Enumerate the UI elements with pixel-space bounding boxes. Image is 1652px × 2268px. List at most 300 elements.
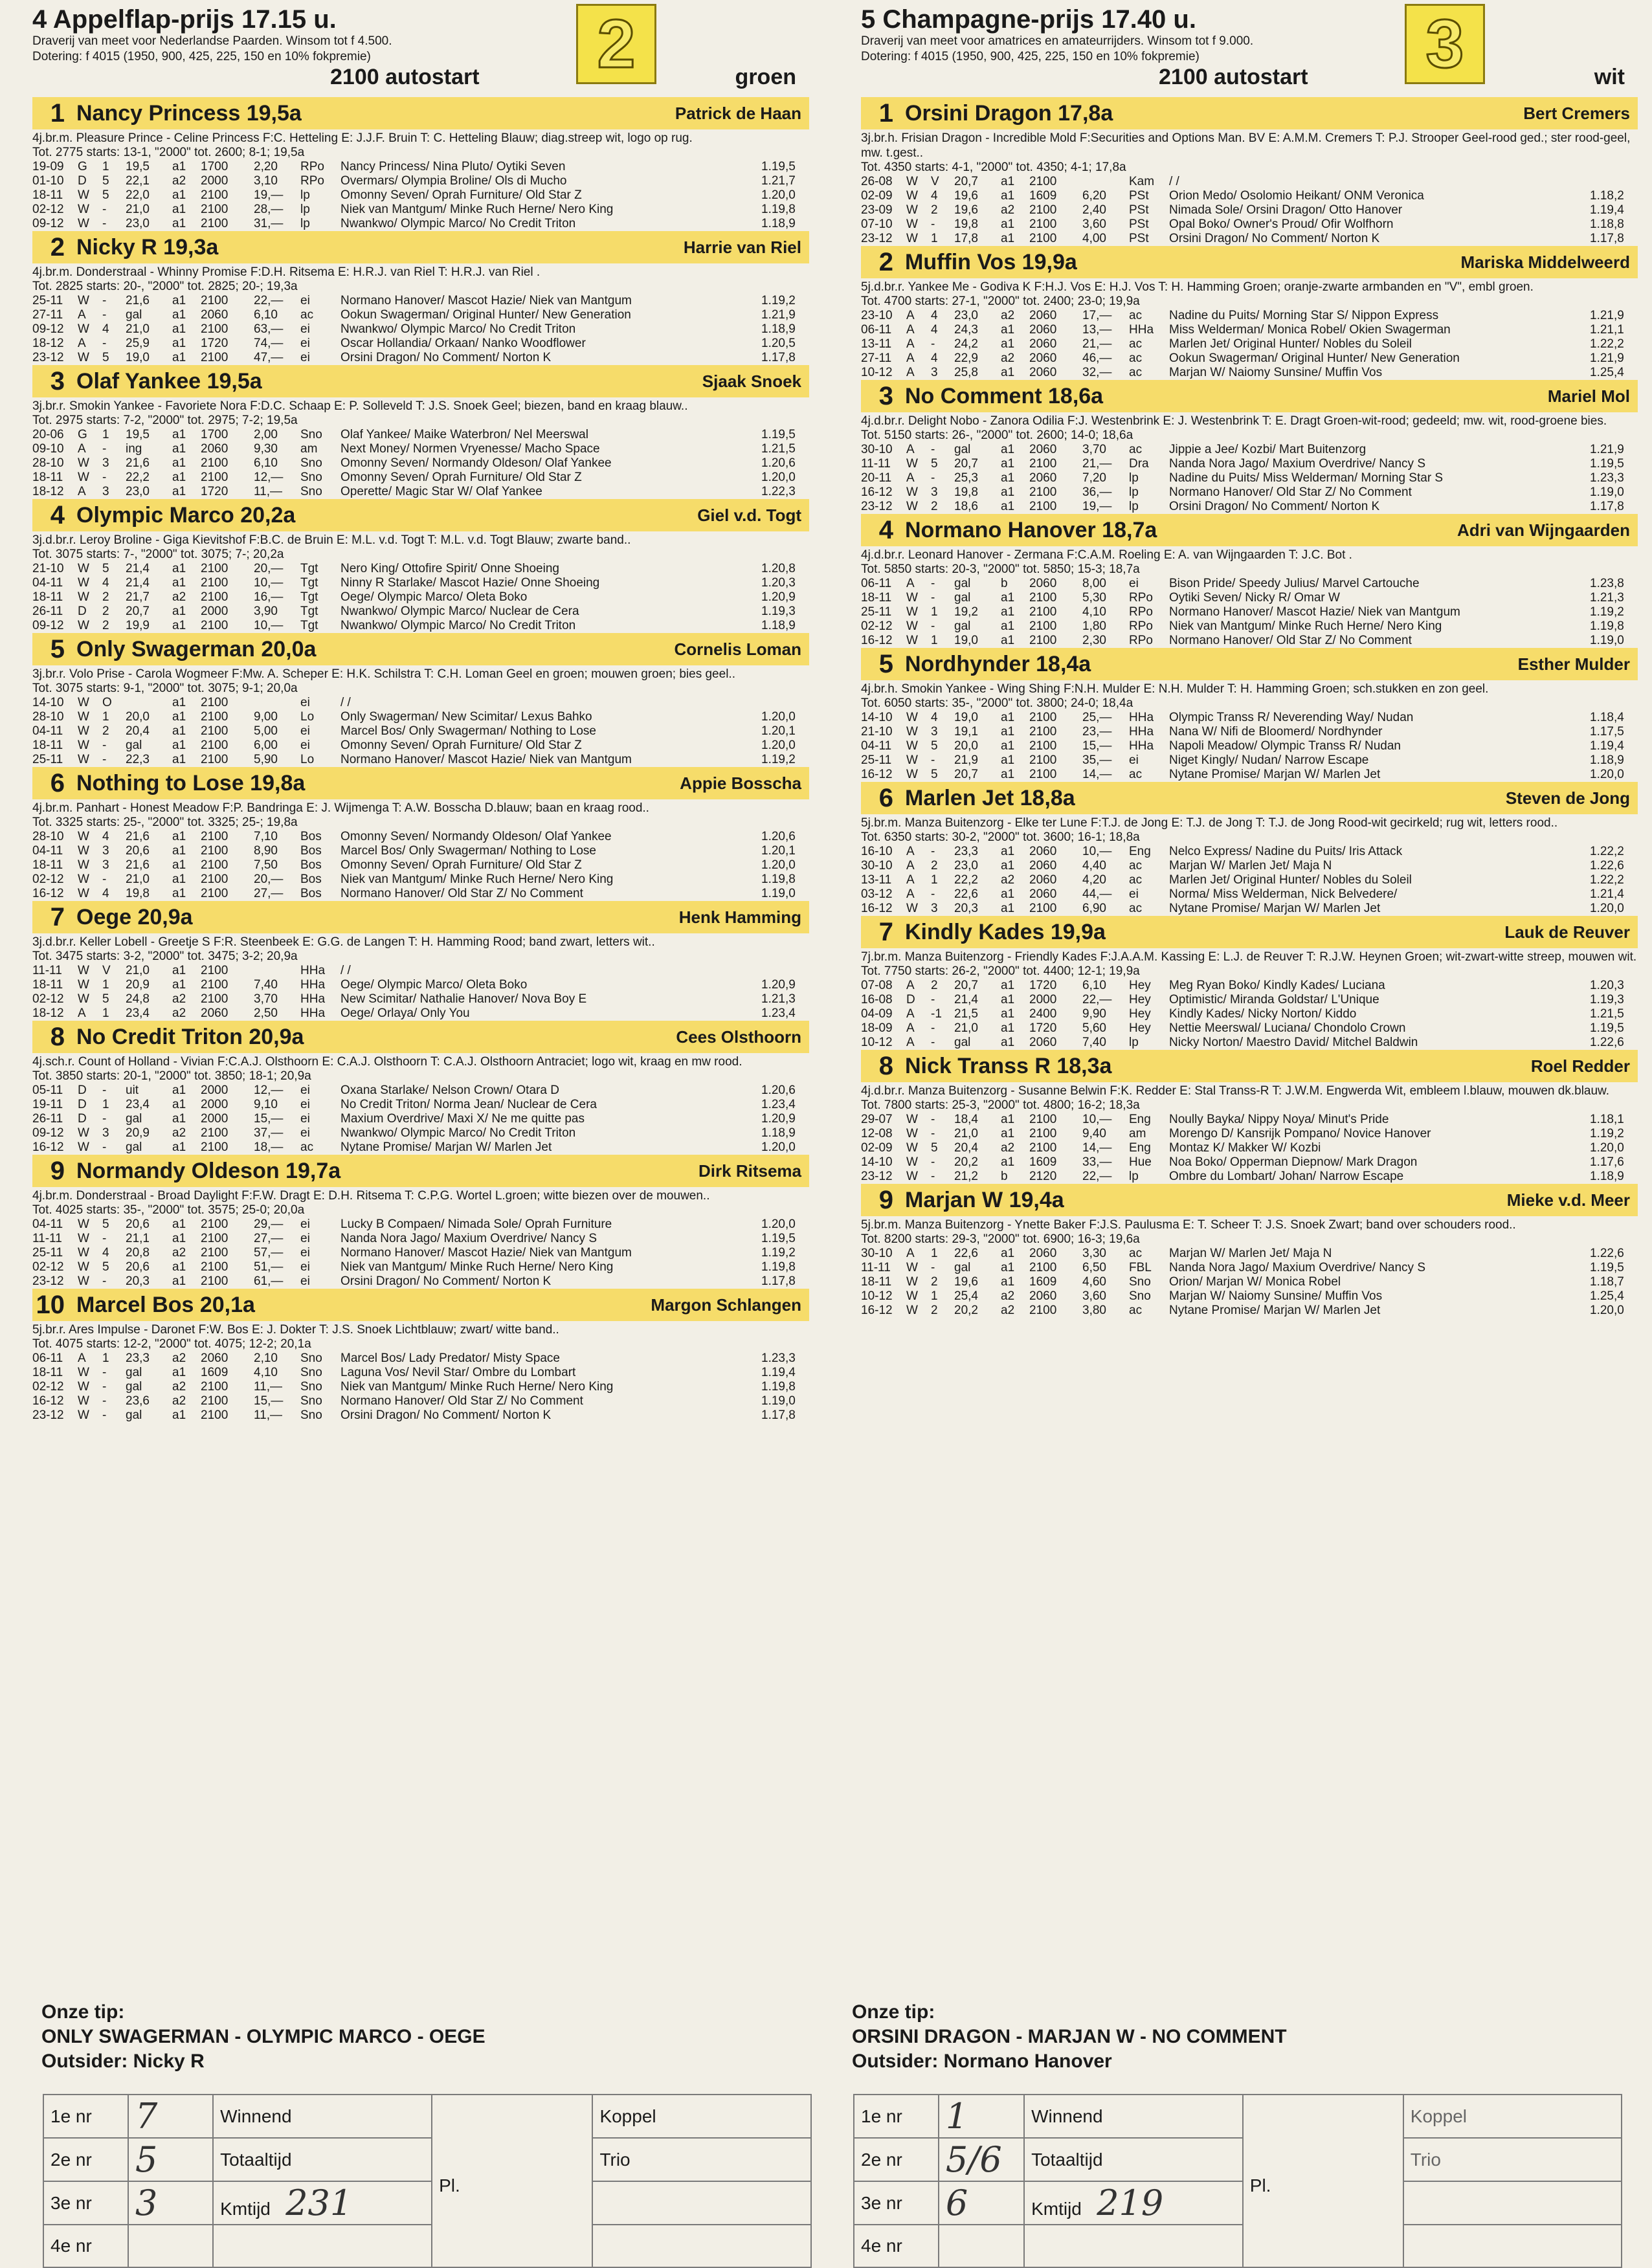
run-cell: W — [78, 351, 89, 364]
horse-pedigree: 4j.d.br.r. Manza Buitenzorg - Susanne Belwin F:K. Redder E: Stal Transs-R T: J.W.M. Engwerda Wit, embleem l.blauw, mouwen dk.blauw. — [861, 1084, 1609, 1098]
recent-runs-table — [861, 175, 1638, 246]
run-cell: Oege/ Olympic Marco/ Oleta Boko — [340, 590, 528, 604]
tip-text: ORSINI DRAGON - MARJAN W - NO COMMENT — [852, 2026, 1287, 2047]
run-cell: RPo — [300, 174, 324, 188]
run-cell: 18-11 — [861, 1275, 892, 1289]
run-cell: gal — [126, 308, 142, 322]
run-cell: ac — [1129, 1247, 1143, 1260]
run-cell: 22,9 — [954, 351, 978, 365]
run-cell: am — [1129, 1127, 1146, 1140]
run-cell: 2100 — [1029, 711, 1057, 724]
run-cell: 63,— — [254, 322, 284, 336]
run-cell: 1.19,3 — [761, 605, 796, 618]
horse-name: Olympic Marco 20,2a — [76, 502, 296, 528]
run-cell: a1 — [172, 696, 186, 709]
run-cell: 4 — [102, 322, 109, 336]
run-cell: a2 — [1001, 1289, 1015, 1303]
run-cell: 05-11 — [32, 1084, 63, 1097]
run-cell: a1 — [172, 724, 186, 738]
run-cell: 14,— — [1082, 768, 1112, 781]
pl-cell[interactable]: Pl. — [1243, 2095, 1403, 2267]
run-cell: 04-11 — [32, 576, 63, 590]
run-cell: 21,6 — [126, 858, 150, 872]
run-cell: Nadine du Puits/ Miss Welderman/ Morning Star S — [1169, 471, 1444, 485]
run-cell: a1 — [1001, 993, 1015, 1006]
run-cell: lp — [300, 203, 310, 216]
run-cell: 2,50 — [254, 1006, 278, 1020]
col-label: Totaaltijd — [1024, 2138, 1243, 2181]
run-cell: 16-12 — [861, 902, 893, 915]
run-cell: A — [906, 443, 915, 456]
empty-cell[interactable] — [1403, 2225, 1622, 2267]
run-cell: 3 — [931, 725, 938, 739]
tip-block — [852, 2000, 1287, 2074]
run-cell: uit — [126, 1084, 139, 1097]
run-cell: 2100 — [201, 992, 229, 1006]
run-cell: 33,— — [1082, 1155, 1112, 1169]
run-cell: 2 — [931, 859, 938, 873]
run-cell: - — [931, 845, 935, 858]
run-cell: 4,10 — [1082, 605, 1106, 619]
run-cell: 2 — [102, 605, 109, 618]
run-cell: 18,6 — [954, 500, 978, 513]
run-cell: 13-11 — [861, 873, 892, 887]
run-cell: - — [102, 1274, 107, 1288]
run-cell: a1 — [172, 1098, 186, 1111]
handwritten-entry[interactable]: 5 — [128, 2138, 213, 2181]
run-cell: 1.19,5 — [761, 160, 796, 173]
run-cell: 1.17,8 — [1590, 232, 1624, 245]
run-cell: 1.20,8 — [761, 562, 796, 575]
run-cell: Sno — [300, 485, 322, 498]
run-cell: W — [78, 1217, 89, 1231]
run-cell: 16-12 — [861, 768, 893, 781]
run-cell: 2 — [102, 590, 109, 604]
run-cell: 1.19,8 — [761, 203, 796, 216]
driver-name: Margon Schlangen — [651, 1295, 801, 1315]
horse-totals: Tot. 5150 starts: 26-, "2000" tot. 2600; 14-0; 18,6a — [861, 428, 1133, 442]
run-cell: 30-10 — [861, 1247, 893, 1260]
run-cell: W — [78, 830, 89, 843]
run-cell: gal — [126, 1408, 142, 1422]
run-cell: - — [102, 1380, 107, 1394]
run-cell: 20,7 — [954, 979, 978, 992]
run-cell: 04-11 — [32, 724, 63, 738]
table-row — [32, 1260, 809, 1274]
run-cell: 5 — [102, 562, 109, 575]
driver-name: Patrick de Haan — [675, 103, 801, 123]
run-cell: 5 — [102, 351, 109, 364]
run-cell: Sno — [1129, 1289, 1151, 1303]
run-cell: 18-12 — [32, 485, 64, 498]
run-cell: a1 — [1001, 443, 1015, 456]
run-cell: Nimada Sole/ Orsini Dragon/ Otto Hanover — [1169, 203, 1403, 217]
run-cell: 10,— — [1082, 845, 1112, 858]
run-cell: ac — [1129, 873, 1143, 887]
empty-cell[interactable] — [1024, 2225, 1243, 2267]
run-cell: 27-11 — [861, 351, 892, 365]
run-cell: Sno — [300, 428, 322, 441]
table-row — [32, 1380, 809, 1394]
run-cell: - — [102, 1112, 107, 1126]
run-cell: D — [78, 1098, 87, 1111]
run-cell: 19,— — [254, 188, 284, 202]
result-grid — [43, 2094, 812, 2268]
run-cell: - — [102, 308, 107, 322]
run-cell: 1.19,5 — [761, 428, 796, 441]
run-cell: 15,— — [254, 1112, 284, 1126]
run-cell: a1 — [172, 830, 186, 843]
run-cell: HHa — [1129, 739, 1154, 753]
run-cell: 02-12 — [32, 1380, 64, 1394]
driver-name: Lauk de Reuver — [1504, 922, 1630, 942]
handwritten-entry[interactable]: 1 — [939, 2095, 1024, 2138]
run-cell: 2100 — [201, 1394, 229, 1408]
run-cell: 2100 — [201, 1140, 229, 1154]
run-cell: gal — [954, 1261, 971, 1274]
run-cell: 2100 — [201, 739, 229, 752]
run-cell: 22,6 — [954, 887, 978, 901]
run-cell: a1 — [172, 710, 186, 724]
run-cell: ei — [300, 724, 310, 738]
run-cell: Operette/ Magic Star W/ Olaf Yankee — [340, 485, 542, 498]
run-cell: ac — [1129, 443, 1143, 456]
run-cell: a1 — [172, 1366, 186, 1379]
run-cell — [254, 964, 300, 978]
run-cell: HHa — [300, 964, 326, 977]
run-cell: 2100 — [201, 873, 229, 886]
table-row — [32, 188, 809, 203]
run-cell: 2000 — [201, 1112, 229, 1126]
run-cell: 9,40 — [1082, 1127, 1106, 1140]
run-cell: W — [906, 1155, 918, 1169]
run-cell: 1.19,3 — [1590, 993, 1624, 1006]
empty-cell[interactable] — [213, 2225, 432, 2267]
horse-entry — [861, 916, 1638, 1050]
run-cell: gal — [126, 1112, 142, 1126]
run-cell: 1700 — [201, 428, 229, 441]
run-cell: 02-12 — [32, 992, 64, 1006]
run-cell: Nytane Promise/ Marjan W/ Marlen Jet — [340, 1140, 552, 1154]
run-cell: Omonny Seven/ Oprah Furniture/ Old Star Z — [340, 739, 582, 752]
run-cell: - — [102, 753, 107, 766]
table-row — [32, 337, 809, 351]
run-cell: W — [78, 710, 89, 724]
run-cell — [761, 964, 809, 978]
run-cell: Omonny Seven/ Oprah Furniture/ Old Star Z — [340, 858, 582, 872]
run-cell: 2100 — [201, 188, 229, 202]
run-cell: 31,— — [254, 217, 284, 230]
run-cell: 11-11 — [32, 964, 62, 977]
empty-cell[interactable] — [592, 2225, 811, 2267]
run-cell: 16-10 — [861, 845, 893, 858]
run-cell: Normano Hanover/ Mascot Hazie/ Niek van Mantgum — [1169, 605, 1460, 619]
run-cell: G — [78, 160, 87, 173]
run-cell: 2100 — [201, 724, 229, 738]
horse-pedigree: 4j.sch.r. Count of Holland - Vivian F:C.A.J. Olsthoorn E: C.A.J. Olsthoorn T: C.A.J. Olsthoorn Antraciet; logo wit, kraag en mw rood. — [32, 1055, 742, 1069]
run-cell: 4 — [931, 309, 938, 322]
table-row — [861, 979, 1638, 993]
handwritten-entry[interactable]: 7 — [128, 2095, 213, 2138]
run-cell: Nelco Express/ Nadine du Puits/ Iris Attack — [1169, 845, 1403, 858]
run-cell: 2060 — [201, 1351, 229, 1365]
race-header — [13, 0, 809, 97]
kmtijd-cell[interactable]: Kmtijd 231 — [213, 2181, 432, 2225]
run-cell: 1.20,6 — [761, 1084, 796, 1097]
run-cell: 3,10 — [254, 174, 278, 188]
run-cell: Marlen Jet/ Original Hunter/ Nobles du Soleil — [1169, 337, 1412, 351]
empty-cell[interactable] — [939, 2225, 1024, 2267]
run-cell: Orsini Dragon/ No Comment/ Norton K — [340, 1274, 552, 1288]
run-cell: a2 — [172, 590, 186, 604]
table-row — [32, 590, 809, 605]
horse-number: 2 — [50, 232, 65, 261]
run-cell: 2 — [931, 500, 938, 513]
empty-cell[interactable] — [592, 2181, 811, 2225]
handwritten-entry[interactable]: 3 — [128, 2181, 213, 2225]
handwritten-entry[interactable]: 6 — [939, 2181, 1024, 2225]
run-cell: - — [931, 887, 935, 901]
horse-header — [861, 782, 1638, 814]
run-cell: 1.17,5 — [1590, 725, 1624, 739]
run-cell: 1.20,0 — [761, 858, 796, 872]
run-cell: 5 — [102, 1217, 109, 1231]
run-cell: W — [78, 562, 89, 575]
horse-number: 10 — [36, 1290, 65, 1319]
run-cell: 26-11 — [32, 605, 63, 618]
run-cell: ei — [300, 739, 310, 752]
run-cell: 2100 — [201, 978, 229, 992]
run-cell: 1 — [931, 1247, 938, 1260]
run-cell: 5 — [102, 1260, 109, 1274]
run-cell: 26-11 — [32, 1112, 63, 1126]
horse-header — [32, 365, 809, 397]
run-cell: 20,3 — [126, 1274, 150, 1288]
run-cell: 1.23,4 — [761, 1006, 796, 1020]
run-cell: 21,6 — [126, 456, 150, 470]
kmtijd-cell[interactable]: Kmtijd 219 — [1024, 2181, 1243, 2225]
run-cell: 2100 — [201, 710, 229, 724]
table-row — [861, 1275, 1638, 1289]
horse-entry — [32, 231, 809, 365]
run-cell: W — [906, 457, 918, 471]
run-cell: a1 — [1001, 725, 1015, 739]
run-cell: Oscar Hollandia/ Orkaan/ Nanko Woodflower — [340, 337, 586, 350]
run-cell: 2060 — [1029, 887, 1057, 901]
run-cell: 24,8 — [126, 992, 150, 1006]
driver-name: Henk Hamming — [678, 907, 801, 927]
run-cell: 2100 — [201, 858, 229, 872]
table-row — [32, 844, 809, 858]
run-cell: Marjan W/ Marlen Jet/ Maja N — [1169, 1247, 1332, 1260]
horse-number: 9 — [878, 1185, 893, 1214]
run-cell: 16-08 — [861, 993, 893, 1006]
run-cell: Niek van Mantgum/ Minke Ruch Herne/ Nero King — [340, 873, 614, 886]
run-cell: W — [906, 1289, 918, 1303]
run-cell: 2100 — [201, 1217, 229, 1231]
run-cell: 32,— — [1082, 366, 1112, 379]
run-cell: W — [78, 294, 89, 307]
run-cell: 7,40 — [1082, 1036, 1106, 1049]
run-cell: 2100 — [1029, 605, 1057, 619]
table-row — [32, 562, 809, 576]
horse-totals: Tot. 3075 starts: 7-, "2000" tot. 3075; 7-; 20,2a — [32, 548, 284, 561]
run-cell: 25,— — [1082, 711, 1112, 724]
run-cell: 2100 — [201, 887, 229, 900]
run-cell: 2100 — [201, 964, 229, 977]
run-cell: Olympic Transs R/ Neverending Way/ Nudan — [1169, 711, 1414, 724]
run-cell: 23,0 — [954, 309, 978, 322]
empty-cell[interactable] — [128, 2225, 213, 2267]
run-cell: 2 — [102, 619, 109, 632]
run-cell: Napoli Meadow/ Olympic Transs R/ Nudan — [1169, 739, 1401, 753]
run-cell: 1 — [102, 428, 109, 441]
horse-name: Nicky R 19,3a — [76, 234, 219, 260]
run-cell: 1.19,2 — [1590, 605, 1624, 619]
run-cell: 2060 — [1029, 1247, 1057, 1260]
run-cell: 6,90 — [1082, 902, 1106, 915]
recent-runs-table — [861, 979, 1638, 1050]
run-cell: Nytane Promise/ Marjan W/ Marlen Jet — [1169, 768, 1381, 781]
run-cell: 1.19,5 — [761, 1232, 796, 1245]
run-cell: a2 — [172, 1006, 186, 1020]
run-cell: 2060 — [1029, 323, 1057, 337]
row-label: 4e nr — [854, 2225, 939, 2267]
run-cell: 1.19,2 — [1590, 1127, 1624, 1140]
horse-pedigree: 3j.br.r. Smokin Yankee - Favoriete Nora F:D.C. Schaap E: P. Solleveld T: J.S. Snoek Geel; biezen, band en kraag blauw.. — [32, 399, 688, 413]
horse-totals: Tot. 3850 starts: 20-1, "2000" tot. 3850; 18-1; 20,9a — [32, 1069, 311, 1083]
run-cell: 4 — [931, 189, 938, 203]
pl-cell[interactable]: Pl. — [432, 2095, 592, 2267]
run-cell: 1.19,5 — [1590, 457, 1624, 471]
horse-entry — [32, 1021, 809, 1155]
run-cell: 3,80 — [1082, 1304, 1106, 1317]
run-cell: Marcel Bos/ Only Swagerman/ Nothing to Lose — [340, 724, 596, 738]
row-label: 1e nr — [854, 2095, 939, 2138]
run-cell: Hey — [1129, 993, 1151, 1006]
run-cell: 2100 — [1029, 203, 1057, 217]
run-cell: W — [906, 619, 918, 633]
run-cell: 11-11 — [32, 1232, 62, 1245]
run-cell: lp — [1129, 1170, 1139, 1183]
table-row — [32, 294, 809, 308]
run-cell: 2100 — [1029, 1127, 1057, 1140]
run-cell: 25,4 — [954, 1289, 978, 1303]
horse-totals: Tot. 3475 starts: 3-2, "2000" tot. 3475; 3-2; 20,9a — [32, 950, 298, 963]
table-row — [861, 605, 1638, 619]
run-cell: 11-11 — [861, 457, 891, 471]
run-cell: 4,20 — [1082, 873, 1106, 887]
run-cell: PSt — [1129, 217, 1149, 231]
run-cell: 1609 — [1029, 189, 1057, 203]
run-cell: Niek van Mantgum/ Minke Ruch Herne/ Nero King — [340, 203, 614, 216]
run-cell: 2100 — [201, 1126, 229, 1140]
run-cell: 20,0 — [954, 739, 978, 753]
run-cell: a2 — [1001, 309, 1015, 322]
run-cell: W — [78, 992, 89, 1006]
run-cell: RPo — [1129, 634, 1153, 647]
recent-runs-table — [32, 562, 809, 633]
run-cell: 21,— — [1082, 457, 1112, 471]
handwritten-kmtijd: 219 — [1097, 2183, 1164, 2223]
run-cell: 19,5 — [126, 160, 150, 173]
run-cell: - — [102, 1084, 107, 1097]
run-cell: - — [102, 337, 107, 350]
run-cell: 2 — [931, 1304, 938, 1317]
table-row — [32, 203, 809, 217]
horse-pedigree: 5j.br.r. Ares Impulse - Daronet F:W. Bos E: J. Dokter T: J.S. Snoek Lichtblauw; zwart/ witte band.. — [32, 1323, 559, 1337]
run-cell: 1.20,6 — [761, 830, 796, 843]
run-cell: 2060 — [1029, 577, 1057, 590]
run-cell: Marjan W/ Naiomy Sunsine/ Muffin Vos — [1169, 1289, 1383, 1303]
run-cell: - — [931, 217, 935, 231]
run-cell: 1.21,1 — [1590, 323, 1624, 337]
run-cell: Tgt — [300, 590, 318, 604]
run-cell: am — [300, 442, 318, 456]
run-cell: 7,10 — [254, 830, 278, 843]
horse-name: No Credit Triton 20,9a — [76, 1024, 304, 1049]
run-cell: 21,0 — [126, 964, 150, 977]
run-cell: 19,5 — [126, 428, 150, 441]
race-conditions — [861, 34, 1253, 65]
run-cell: - — [931, 1021, 935, 1035]
recent-runs-table — [861, 577, 1638, 648]
race-color: wit — [1594, 65, 1625, 89]
run-cell: 23,0 — [954, 859, 978, 873]
recent-runs-table — [861, 1247, 1638, 1318]
run-cell: a2 — [1001, 1304, 1015, 1317]
horse-name: Oege 20,9a — [76, 904, 193, 929]
run-cell: Noully Bayka/ Nippy Noya/ Minut's Pride — [1169, 1113, 1389, 1126]
run-cell: 23,6 — [126, 1394, 150, 1408]
empty-cell[interactable] — [1403, 2181, 1622, 2225]
run-cell: 23-10 — [861, 309, 893, 322]
table-row — [32, 710, 809, 724]
run-cell: 2100 — [1029, 902, 1057, 915]
run-cell: a1 — [172, 844, 186, 858]
run-cell: 2060 — [1029, 351, 1057, 365]
table-row — [32, 1084, 809, 1098]
run-cell: Nwankwo/ Olympic Marco/ No Credit Triton — [340, 1126, 576, 1140]
run-cell: Montaz K/ Makker W/ Kozbi — [1169, 1141, 1321, 1155]
horse-name: Nancy Princess 19,5a — [76, 100, 302, 126]
table-row — [32, 696, 809, 710]
handwritten-entry[interactable]: 5/6 — [939, 2138, 1024, 2181]
table-row — [32, 858, 809, 873]
run-cell: a1 — [1001, 323, 1015, 337]
run-cell: a1 — [172, 160, 186, 173]
race-conditions-line: Draverij van meet voor Nederlandse Paarden. Winsom tot f 4.500. — [32, 34, 392, 48]
run-cell: W — [906, 1304, 918, 1317]
run-cell: 1.20,5 — [761, 337, 796, 350]
run-cell: W — [906, 591, 918, 605]
run-cell: a1 — [1001, 859, 1015, 873]
run-cell: 61,— — [254, 1274, 284, 1288]
run-cell: ei — [300, 1260, 310, 1274]
run-cell: 14-10 — [861, 711, 893, 724]
run-cell: Omonny Seven/ Oprah Furniture/ Old Star Z — [340, 188, 582, 202]
run-cell: 20,0 — [126, 710, 150, 724]
run-cell: 3 — [931, 902, 938, 915]
run-cell: 1.20,9 — [761, 978, 796, 992]
table-row — [861, 768, 1638, 782]
run-cell: a1 — [1001, 1275, 1015, 1289]
run-cell: 1.18,9 — [1590, 753, 1624, 767]
run-cell: 25-11 — [861, 605, 892, 619]
run-cell: 20,9 — [126, 978, 150, 992]
run-cell: 2 — [931, 979, 938, 992]
run-cell: 1.20,0 — [1590, 1304, 1624, 1317]
